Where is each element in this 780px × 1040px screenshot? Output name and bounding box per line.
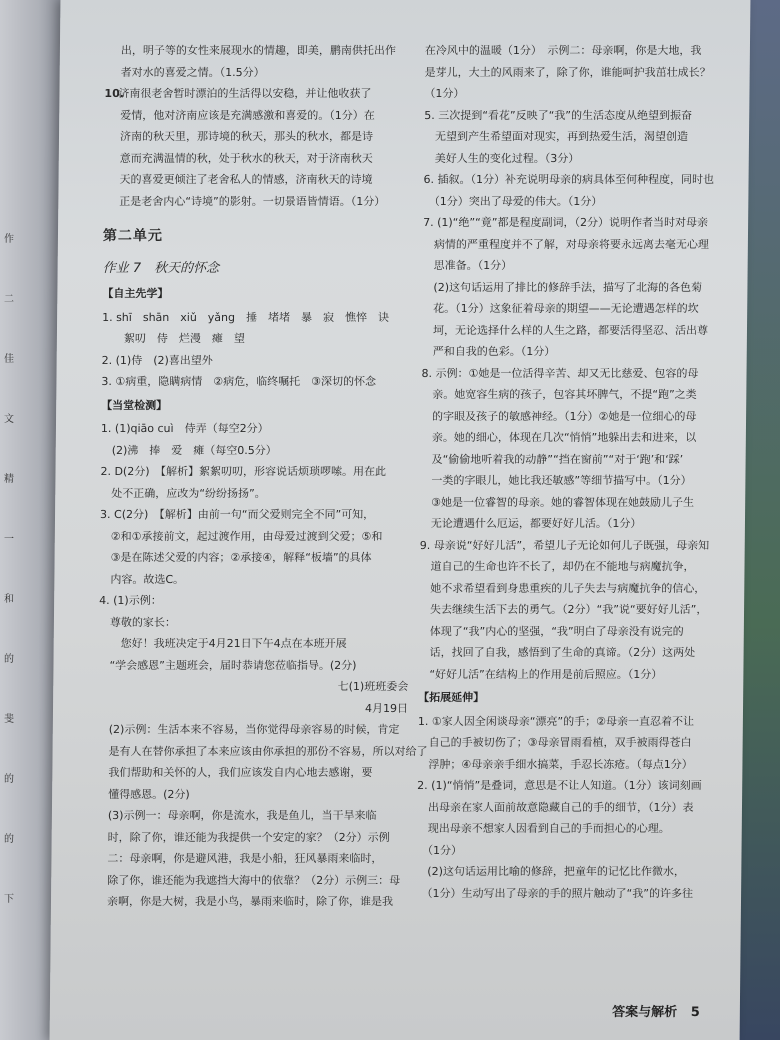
answer-line: 我们帮助和关怀的人，我们应该发自内心地去感谢，要 (97, 766, 373, 779)
edge-glyph: 精 (4, 474, 14, 485)
answer-line: 自己的手被切伤了；③母亲冒雨看植，双手被雨得苍白 (417, 736, 692, 749)
edge-glyph: 一 (4, 534, 14, 545)
answer-line: 二：母亲啊，你是避风港，我是小船，狂风暴雨来临时， (96, 852, 383, 865)
pinyin-line: 絮叨 侍 烂漫 瘫 望 (101, 332, 245, 345)
answer-line: 话，找回了自我，感悟到了生命的真谛。（2分）这两处 (418, 646, 696, 659)
answer-line-q10 (104, 83, 434, 105)
answer-line: 8. 示例：①她是一位活得辛苦、却又无比慈爱、包容的母 (421, 366, 699, 380)
edge-glyph: 下 (4, 894, 14, 905)
answer-line: 思准备。（1分） (422, 259, 513, 272)
answer-line: 1. ①家人因全闲谈母亲“漂亮”的手；②母亲一直忍着不让 (417, 714, 695, 728)
answer-line: 出，明子等的女性来展现水的情趣，即美，鹏南供托出作 (120, 44, 396, 57)
section-self-study: 【自主先学】 (102, 287, 169, 300)
answer-line: “学会感恩”主题班会，届时恭请您莅临指导。(2分) (98, 658, 357, 672)
answer-line: 无望到产生希望面对现实，再到热爱生活，渴望创造 (423, 130, 689, 143)
answer-line-q10: 济南的秋天里，那诗境的秋天，那头的秋水，都是诗 (119, 130, 374, 143)
answer-line: 亲。她宽容生病的孩子，包容其坏脾气，不提“跑”之类 (421, 388, 697, 401)
answer-line: 亲。她的细心，体现在几次“悄悄”地躲出去和进来，以 (420, 431, 697, 444)
edge-glyph: 作 (4, 234, 14, 245)
answer-line: (2)示例：生活本来不容易，当你觉得母亲容易的时候，肯定 (97, 723, 400, 736)
answer-line: 她不求希望看到身患重疾的儿子失去与病魔抗争的信心， (419, 581, 706, 595)
edge-glyph: 佳 (4, 354, 14, 365)
answer-line: (3)示例一：母亲啊，你是流水，我是鱼儿，当干旱来临 (96, 809, 377, 822)
answer-line: 5. 三次提到“看花”反映了“我”的生活态度从绝望到振奋 (424, 108, 693, 122)
answer-line: 浮肿；④母亲亲手细水搞菜，手忍长冻疮。（每点1分） (417, 757, 693, 771)
edge-glyph: 二 (4, 294, 14, 305)
answer-line: （1分）生动写出了母亲的手的照片触动了“我”的许多往 (416, 886, 694, 900)
answer-line: 尊敬的家长： (98, 615, 176, 629)
answer-line: 3. C(2分) 【解析】由前一句“而父爱则完全不同”可知， (99, 508, 375, 521)
answer-line: 处不正确，应改为“纷纷扬扬”。 (100, 486, 266, 500)
answer-line: (2)这句话运用了排比的修辞手法，描写了北海的各色菊 (422, 280, 703, 294)
answer-line: ③是在陈述父爱的内容；②承接④，解释“板墙”的具体 (99, 551, 372, 564)
edge-glyph: 的 (4, 774, 14, 785)
answer-line: 7. (1)“绝”“竟”都是程度副词，（2分）说明作者当时对母亲 (423, 216, 709, 229)
answer-line: 无论遭遇什么厄运，都要好好儿活。（1分） (419, 517, 642, 530)
answer-line: 一类的字眼儿，她比我还敏感”等细节描写中。（1分） (420, 474, 692, 487)
answer-line: 体现了“我”内心的坚强，“我”明白了母亲没有说完的 (418, 624, 684, 638)
edge-glyph: 斐 (4, 714, 14, 725)
answer-line: 时，除了你，谁还能为我提供一个安定的家？（2分）示例 (96, 830, 390, 844)
answer-line: 是有人在替你承担了本来应该由你承担的那份不容易，所以对给了 (97, 744, 428, 758)
homework-title: 作业 7 秋天的怀念 (102, 260, 220, 276)
question-number: 10. (104, 87, 125, 100)
answer-line: 坷，无论选择什么样的人生之路，都要活得坚忍、活出尊 (421, 323, 709, 337)
left-column (96, 40, 435, 913)
answer-line: 者对水的喜爱之情。（1.5分） (120, 65, 265, 79)
edge-glyph: 的 (4, 654, 14, 665)
page-footer (612, 1001, 700, 1020)
right-column (416, 40, 725, 904)
answer-line: 9. 母亲说“好好儿活”，希望儿子无论如何儿子既强，母亲知 (419, 538, 710, 552)
edge-glyph: 文 (4, 414, 14, 425)
answer-line: (2)沸 捧 爱 瘫（每空0.5分） (100, 443, 277, 457)
answer-line: ②和①承接前文，起过渡作用，由母爱过渡到父爱；⑤和 (99, 529, 383, 543)
line-text: 济南很老舍暂时漂泊的生活得以安稳，并让他收获了 (118, 87, 372, 100)
answer-line: 除了你，谁还能为我遮挡大海中的依靠？（2分）示例三：母 (96, 873, 401, 887)
section-extension: 【拓展延伸】 (418, 691, 485, 704)
answer-line: 失去继续生活下去的勇气。（2分）“我”说“要好好儿活”， (418, 603, 708, 616)
answer-line: 道自己的生命也许不长了，却仍在不能地与病魔抗争， (419, 560, 695, 573)
answer-line: 1. (1)qiāo cuì 侍弄（每空2分） (100, 422, 269, 435)
edge-glyph: 和 (4, 594, 14, 605)
answer-line-q10: 意而充满温情的秋，处于秋水的秋天，对于济南秋天 (119, 151, 373, 165)
answer-line: 的字眼及孩子的敏感神经。（1分）②她是一位细心的母 (421, 409, 697, 423)
answer-line: （1分）突出了母爱的伟大。（1分） (423, 194, 603, 208)
answer-line: 严和自我的色彩。（1分） (421, 345, 556, 358)
answer-line: 美好人生的变化过程。（3分） (423, 151, 580, 165)
answer-line: (2)这句话运用比喻的修辞，把童年的记忆比作微水， (416, 865, 685, 878)
answer-line: 2. (1)侍 (2)喜出望外 (101, 353, 213, 367)
answer-line-q10: 正是老舍内心“诗境”的影射。一切景语皆情语。（1分） (119, 194, 386, 208)
answer-line: 内容。故选C。 (99, 572, 185, 586)
edge-glyph: 的 (4, 834, 14, 845)
answer-line: 现出母亲不想家人因看到自己的手而担心的心理。 (416, 822, 670, 835)
answer-line: 是芽儿，大土的风雨来了，除了你，谁能呵护我茁壮成长？ (424, 65, 711, 79)
answer-line: （1分） (424, 87, 465, 100)
answer-line: 病情的严重程度并不了解，对母亲将要永远离去毫无心理 (422, 237, 709, 251)
answer-line: 3. ①病重，隐瞒病情 ②病危，临终嘱托 ③深切的怀念 (101, 375, 377, 388)
pinyin-line: 1. shī shān xiǔ yǎng 捶 堵堵 暴 寂 憔悴 诀 (102, 310, 390, 324)
answer-line: （1分） (416, 843, 463, 857)
answer-line: 2. D(2分) 【解析】絮絮叨叨，形容说话烦琐啰嗦。用在此 (100, 465, 387, 478)
answer-line-q10: 天的喜爱更倾注了老舍私人的情感，济南秋天的诗境 (119, 173, 373, 186)
answer-line: ③她是一位睿智的母亲。她的睿智体现在她鼓励儿子生 (420, 495, 695, 509)
answer-line-q10: 爱情，他对济南应该是充满感激和喜爱的。（1分）在 (120, 108, 375, 122)
footer-label: 答案与解析 (612, 1005, 678, 1020)
answer-line: 懂得感恩。(2分) (97, 787, 190, 801)
answer-line: 6. 插叙。（1分）补充说明母亲的病具体至何种程度，同时也 (423, 173, 715, 186)
answer-line: 花。（1分）这象征着母亲的期望——无论遭遇怎样的坎 (422, 302, 699, 315)
unit-title: 第二单元 (102, 228, 164, 244)
date: 4月19日 (364, 701, 409, 715)
section-class-test: 【当堂检测】 (101, 398, 168, 412)
answer-line: 在冷风中的温暖（1分） 示例二：母亲啊，你是大地，我 (424, 44, 702, 57)
answer-line: 及“偷偷地听着我的动静”“挡在窗前”“对于‘跑’和‘踩’ (420, 452, 684, 466)
page-number: 5 (690, 1005, 700, 1020)
answer-line: 4. (1)示例： (99, 594, 162, 607)
answer-line: 出母亲在家人面前故意隐藏自己的手的细节，（1分）表 (416, 800, 694, 814)
answer-line: 亲啊，你是大树，我是小鸟，暴雨来临时，除了你，谁是我 (95, 895, 394, 908)
answer-page (50, 0, 751, 1040)
signature: 七(1)班班委会 (337, 680, 409, 693)
answer-line: 您好！我班决定于4月21日下午4点在本班开展 (98, 637, 347, 650)
answer-line: “好好儿活”在结构上的作用是前后照应。（1分） (418, 667, 663, 681)
answer-line: 2. (1)“悄悄”是叠词，意思是不让人知道。（1分）该词刻画 (417, 779, 702, 792)
